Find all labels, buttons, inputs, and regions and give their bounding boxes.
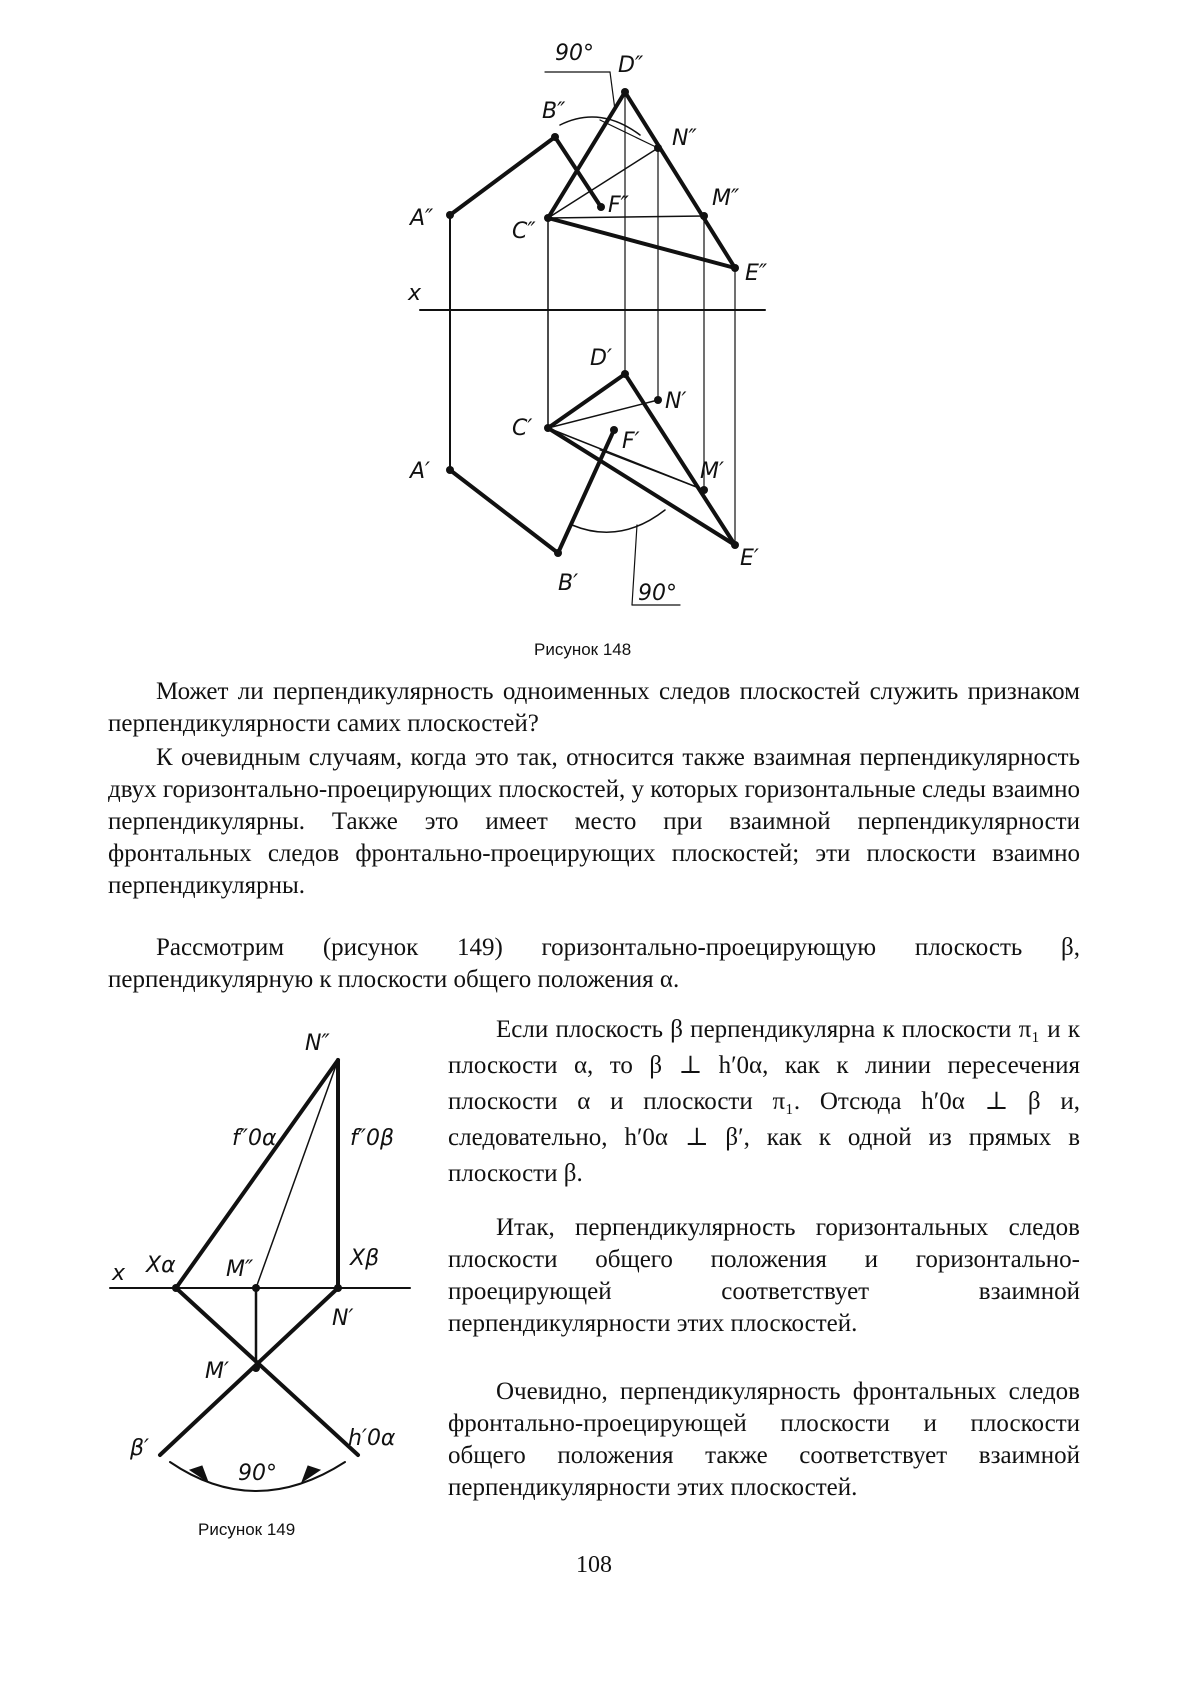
fig148-label-E1: E′	[740, 546, 759, 571]
figure-149	[0, 1010, 440, 1540]
fig148-label-A1: A′	[410, 459, 431, 484]
fig149-label-M1: M′	[205, 1359, 229, 1384]
paragraph-6: Очевидно, перпендикулярность фронтальных следов фронтально-проецирующей плоскости и плоскости общего положения также соответствует взаимной перпендикулярности этих плоскостей.	[448, 1378, 1080, 1501]
fig148-label-A2: A″	[410, 206, 434, 231]
fig148-label-M1: M′	[700, 459, 724, 484]
fig148-label-M2: M″	[712, 186, 740, 211]
fig149-label-h0a: h′0α	[348, 1426, 396, 1451]
fig148-label-C1: C′	[512, 416, 533, 441]
fig148-label-N1: N′	[665, 389, 687, 414]
figure-148-caption: Рисунок 148	[534, 640, 632, 659]
fig148-label-B2: B″	[542, 99, 566, 124]
fig149-label-f0b: f″0β	[350, 1126, 394, 1151]
fig148-label-B1: B′	[558, 571, 579, 596]
fig148-label-E2: E″	[745, 261, 768, 286]
fig149-label-M2: M″	[226, 1257, 254, 1282]
fig148-label-N2: N″	[672, 126, 697, 151]
fig149-label-N1: N′	[332, 1306, 354, 1331]
page-number: 108	[576, 1552, 612, 1578]
fig148-label-C2: C″	[512, 219, 536, 244]
fig148-label-F2: F″	[608, 193, 629, 218]
fig149-label-N2: N″	[305, 1031, 330, 1056]
fig149-label-f0a: f″0α	[232, 1126, 277, 1151]
paragraph-4: Если плоскость β перпендикулярна к плоскости π₁ и к плоскости α, то β ⊥ h′0α, как к линии пересечения плоскости α и плоскости π₁. Отсюда h′0α ⊥ β и, следовательно, h′0α ⊥ β′, как к одной из прямых в плоскости β.	[448, 1016, 1080, 1187]
fig149-angle: 90°	[238, 1461, 277, 1486]
paragraph-3: Рассмотрим (рисунок 149) горизонтально-проецирующую плоскость β, перпендикулярную к плоскости общего положения α.	[108, 934, 1080, 993]
fig148-angle-top: 90°	[555, 41, 594, 66]
figure-149-caption: Рисунок 149	[198, 1520, 296, 1539]
fig148-angle-bottom: 90°	[638, 581, 677, 606]
figure-148	[0, 0, 1188, 640]
paragraph-5: Итак, перпендикулярность горизонтальных следов плоскости общего положения и горизонтально-проецирующей соответствует взаимной перпендикулярности этих плоскостей.	[448, 1214, 1080, 1337]
paragraph-1: Может ли перпендикулярность одноименных следов плоскостей служить признаком перпендикулярности самих плоскостей?	[108, 678, 1080, 737]
fig148-label-x: x	[408, 281, 422, 306]
fig149-label-x: x	[112, 1261, 126, 1286]
fig149-label-Xa: Xα	[146, 1253, 176, 1278]
fig148-label-D2: D″	[618, 53, 644, 78]
fig148-label-D1: D′	[590, 346, 612, 371]
fig149-label-beta1: β′	[130, 1436, 150, 1461]
fig148-label-F1: F′	[622, 429, 640, 454]
paragraph-2: К очевидным случаям, когда это так, относится также взаимная перпендикулярность двух горизонтально-проецирующих плоскостей, у которых горизонтальные следы взаимно перпендикулярны. Также это имеет место при взаимной перпендикулярности фронтальных следов фронтально-проецирующих плоскостей; эти плоскости взаимно перпендикулярны.	[108, 744, 1080, 899]
fig149-label-Xb: Xβ	[350, 1246, 380, 1271]
